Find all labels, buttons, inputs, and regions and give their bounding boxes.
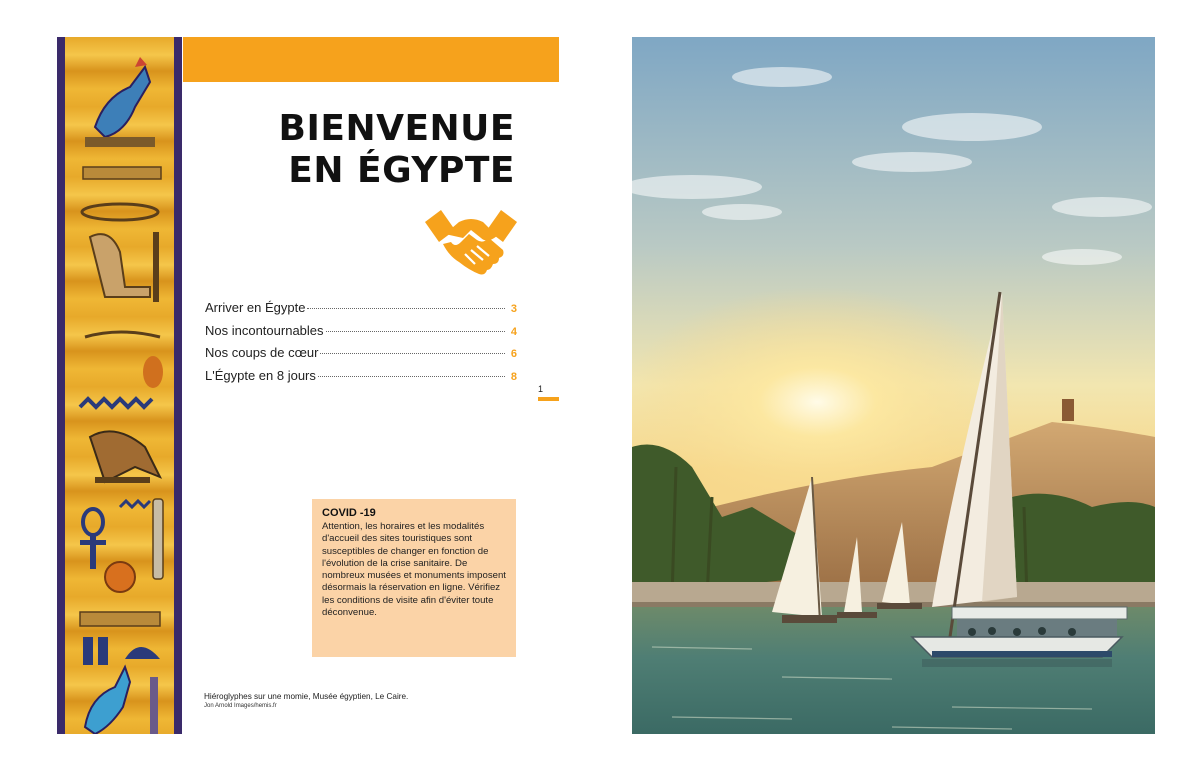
photo-caption bbox=[204, 691, 408, 711]
covid-notice-title: COVID -19 bbox=[322, 507, 376, 519]
hieroglyph-drawing bbox=[65, 37, 174, 734]
photo-caption-text: Hiéroglyphes sur une momie, Musée égyptien, Le Caire. bbox=[204, 692, 409, 701]
toc-item-label: Arriver en Égypte bbox=[205, 300, 306, 315]
toc-item-page: 4 bbox=[510, 325, 517, 338]
page-number: 1 bbox=[538, 384, 544, 394]
toc-item[interactable] bbox=[205, 323, 517, 346]
toc-leader-dots bbox=[320, 353, 505, 354]
toc-item[interactable] bbox=[205, 300, 517, 323]
toc-leader-dots bbox=[318, 376, 505, 377]
title-line-2: EN ÉGYPTE bbox=[288, 150, 515, 191]
toc-item-label: Nos incontournables bbox=[205, 322, 324, 338]
covid-notice-text: Attention, les horaires et les modalités d'accueil des sites touristiques sont susceptibles de changer en fonction de l'évolution de la crise sanitaire. De nombreux musées et monuments imposent désormais la réservation en ligne. Vérifiez les conditions de visite afin d'éviter toute déconvenue. bbox=[322, 521, 506, 619]
top-accent-bar bbox=[183, 37, 559, 82]
toc-item-page: 8 bbox=[510, 370, 517, 383]
page-title bbox=[279, 108, 515, 192]
toc-item-page: 3 bbox=[510, 303, 517, 315]
covid-notice-box bbox=[312, 499, 516, 657]
nile-feluccas-photo bbox=[632, 37, 1155, 734]
handshake-icon bbox=[425, 208, 517, 280]
title-line-1: BIENVENUE bbox=[278, 108, 515, 149]
photo-credit: Jon Arnold Images/hemis.fr bbox=[204, 703, 277, 709]
toc-leader-dots bbox=[326, 331, 505, 332]
hieroglyph-strip-image bbox=[57, 37, 182, 734]
toc-item[interactable] bbox=[205, 368, 517, 391]
table-of-contents bbox=[205, 300, 517, 390]
page-number-bar bbox=[538, 397, 559, 401]
toc-leader-dots bbox=[307, 308, 505, 309]
toc-item[interactable] bbox=[205, 345, 517, 368]
toc-item-label: Nos coups de cœur bbox=[205, 345, 319, 360]
toc-item-label: L'Égypte en 8 jours bbox=[205, 367, 316, 383]
toc-item-page: 6 bbox=[510, 348, 517, 360]
